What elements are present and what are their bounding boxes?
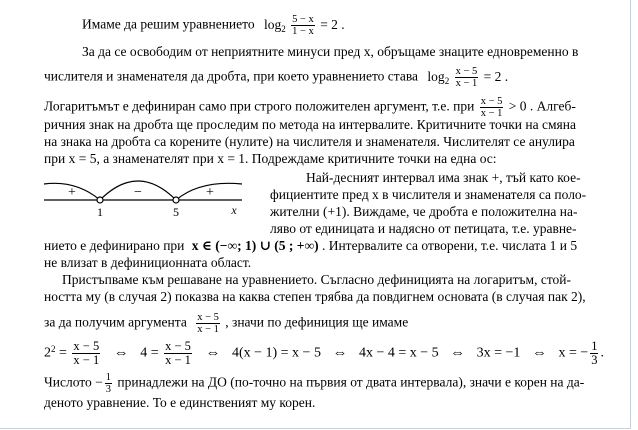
power-base: 2 xyxy=(44,345,51,361)
period: . xyxy=(600,345,604,361)
paragraph-text: за да получим аргумента xyxy=(44,314,187,330)
domain-expression: x ∈ (−∞; 1) ∪ (5 ; +∞) xyxy=(191,238,319,253)
fraction-numerator: 5 − x xyxy=(292,14,314,25)
equation-step: 3x = −1 xyxy=(476,345,521,361)
paragraph-line: ляво от единицата и надясно от петицата, т.е. уравне- xyxy=(270,221,577,236)
fraction xyxy=(164,340,192,367)
paragraph-line: ричния знак на дробта ще проследим по метода на интервалите. Критичните точки на смяна xyxy=(44,117,576,132)
interval-diagram xyxy=(42,172,258,222)
equation-step: 4 = xyxy=(140,345,159,361)
log-base: 2 xyxy=(281,23,286,34)
fraction-numerator: x − 5 xyxy=(73,339,100,353)
paragraph-text: принадлежи на ДО (по-точно на първия от двата интервала), значи е корен на да- xyxy=(114,374,585,390)
log-expression xyxy=(264,14,345,37)
equation-rhs: = 2 . xyxy=(320,16,345,32)
paragraph-text: . Интервалите са отворени, т.е. числата 1 и 5 xyxy=(321,238,578,253)
equation-step: x = − xyxy=(558,345,589,361)
log-base: 2 xyxy=(444,75,450,86)
fraction-denominator: 1 − x xyxy=(292,26,314,37)
equation-step: 4x − 4 = x − 5 xyxy=(358,345,439,361)
paragraph-line: фициентите пред x в числителя и знаменателя са поло- xyxy=(270,187,587,202)
point-label-5: 5 xyxy=(173,205,179,219)
paragraph-line: на знака на дробта са корените (нулите) на числителя и знаменателя. Числителят се анулира xyxy=(44,134,575,149)
intro-text: Имаме да решим уравнението xyxy=(82,16,255,32)
paragraph-line: не влизат в дефиниционната област. xyxy=(44,255,252,270)
equation-chain xyxy=(44,340,604,367)
log-symbol: log xyxy=(264,16,282,32)
power-exponent: 2 xyxy=(51,343,56,354)
paragraph-line xyxy=(44,312,408,335)
paragraph-line: при x = 5, а знаменателят при x = 1. Подреждаме критичните точки на една ос: xyxy=(44,151,497,166)
point-label-1: 1 xyxy=(97,205,103,219)
paragraph-line: ността му (в случая 2) показва на каква степен трябва да повдигнем основата (в случая пак 2), xyxy=(44,289,586,304)
paragraph-line: Пристъпваме към решаване на уравнението. Съгласно дефиницията на логаритъм, стой- xyxy=(62,272,572,287)
fraction-numerator: 1 xyxy=(591,339,598,353)
sign-right: + xyxy=(206,185,214,200)
fraction xyxy=(455,66,479,89)
paragraph-line xyxy=(44,372,584,395)
paragraph-text: > 0 . Алгеб- xyxy=(508,98,576,114)
critical-point-5 xyxy=(173,197,179,203)
equals-sign: = xyxy=(59,345,67,361)
critical-point-1 xyxy=(97,197,103,203)
fraction xyxy=(590,340,598,367)
paragraph-text: нието е дефинирано при xyxy=(44,238,185,253)
paragraph-line: За да се освободим от неприятните минуси пред x, обръщаме знаците едновременно в xyxy=(82,44,579,59)
paragraph-text: числителя и знаменателя да дробта, при което уравнението става xyxy=(44,68,419,84)
equivalence-arrow: ⇔ xyxy=(332,344,348,361)
log-expression xyxy=(427,66,509,89)
equivalence-arrow: ⇔ xyxy=(113,344,129,361)
fraction-denominator: x − 1 xyxy=(73,353,100,367)
log-symbol: log xyxy=(427,68,445,84)
paragraph-text: Числото − xyxy=(44,374,103,390)
fraction xyxy=(196,312,220,335)
equivalence-arrow: ⇔ xyxy=(205,344,221,361)
paragraph-line xyxy=(44,96,576,119)
equivalence-arrow: ⇔ xyxy=(531,344,547,361)
fraction-numerator: 1 xyxy=(105,372,112,383)
fraction-denominator: x − 1 xyxy=(197,324,219,335)
paragraph-line xyxy=(44,66,508,89)
axis-label-x: x xyxy=(231,203,237,217)
fraction-numerator: x − 5 xyxy=(197,312,219,323)
sign-middle: − xyxy=(134,185,142,200)
paragraph-text: Логаритъмът е дефиниран само при строго положителен аргумент, т.е. при xyxy=(44,98,475,114)
fraction xyxy=(291,14,315,37)
equivalence-arrow: ⇔ xyxy=(450,344,466,361)
fraction-denominator: x − 1 xyxy=(165,353,191,367)
fraction-denominator: 3 xyxy=(591,353,598,367)
paragraph-text: , значи по дефиниция ще имаме xyxy=(225,314,409,330)
fraction xyxy=(480,96,504,119)
paragraph-line: жителни (+1). Виждаме, че дробта е положителна на- xyxy=(270,204,578,219)
fraction xyxy=(105,372,112,395)
fraction-denominator: x − 1 xyxy=(455,78,478,89)
sign-left: + xyxy=(68,185,76,200)
paragraph-line xyxy=(44,238,577,254)
paragraph-line: деното уравнение. То е единственият му корен. xyxy=(44,395,316,410)
equation-step: 4(x − 1) = x − 5 xyxy=(231,345,321,361)
equation-rhs: = 2 . xyxy=(483,68,509,84)
fraction-denominator: 3 xyxy=(105,384,112,395)
fraction-numerator: x − 5 xyxy=(455,66,478,77)
fraction-numerator: x − 5 xyxy=(165,339,191,353)
intro-line xyxy=(82,14,345,37)
fraction-denominator: x − 1 xyxy=(480,108,503,119)
paragraph-line: Най-десният интервал има знак +, тъй като кое- xyxy=(306,170,581,185)
fraction xyxy=(72,340,100,367)
fraction-numerator: x − 5 xyxy=(480,96,503,107)
